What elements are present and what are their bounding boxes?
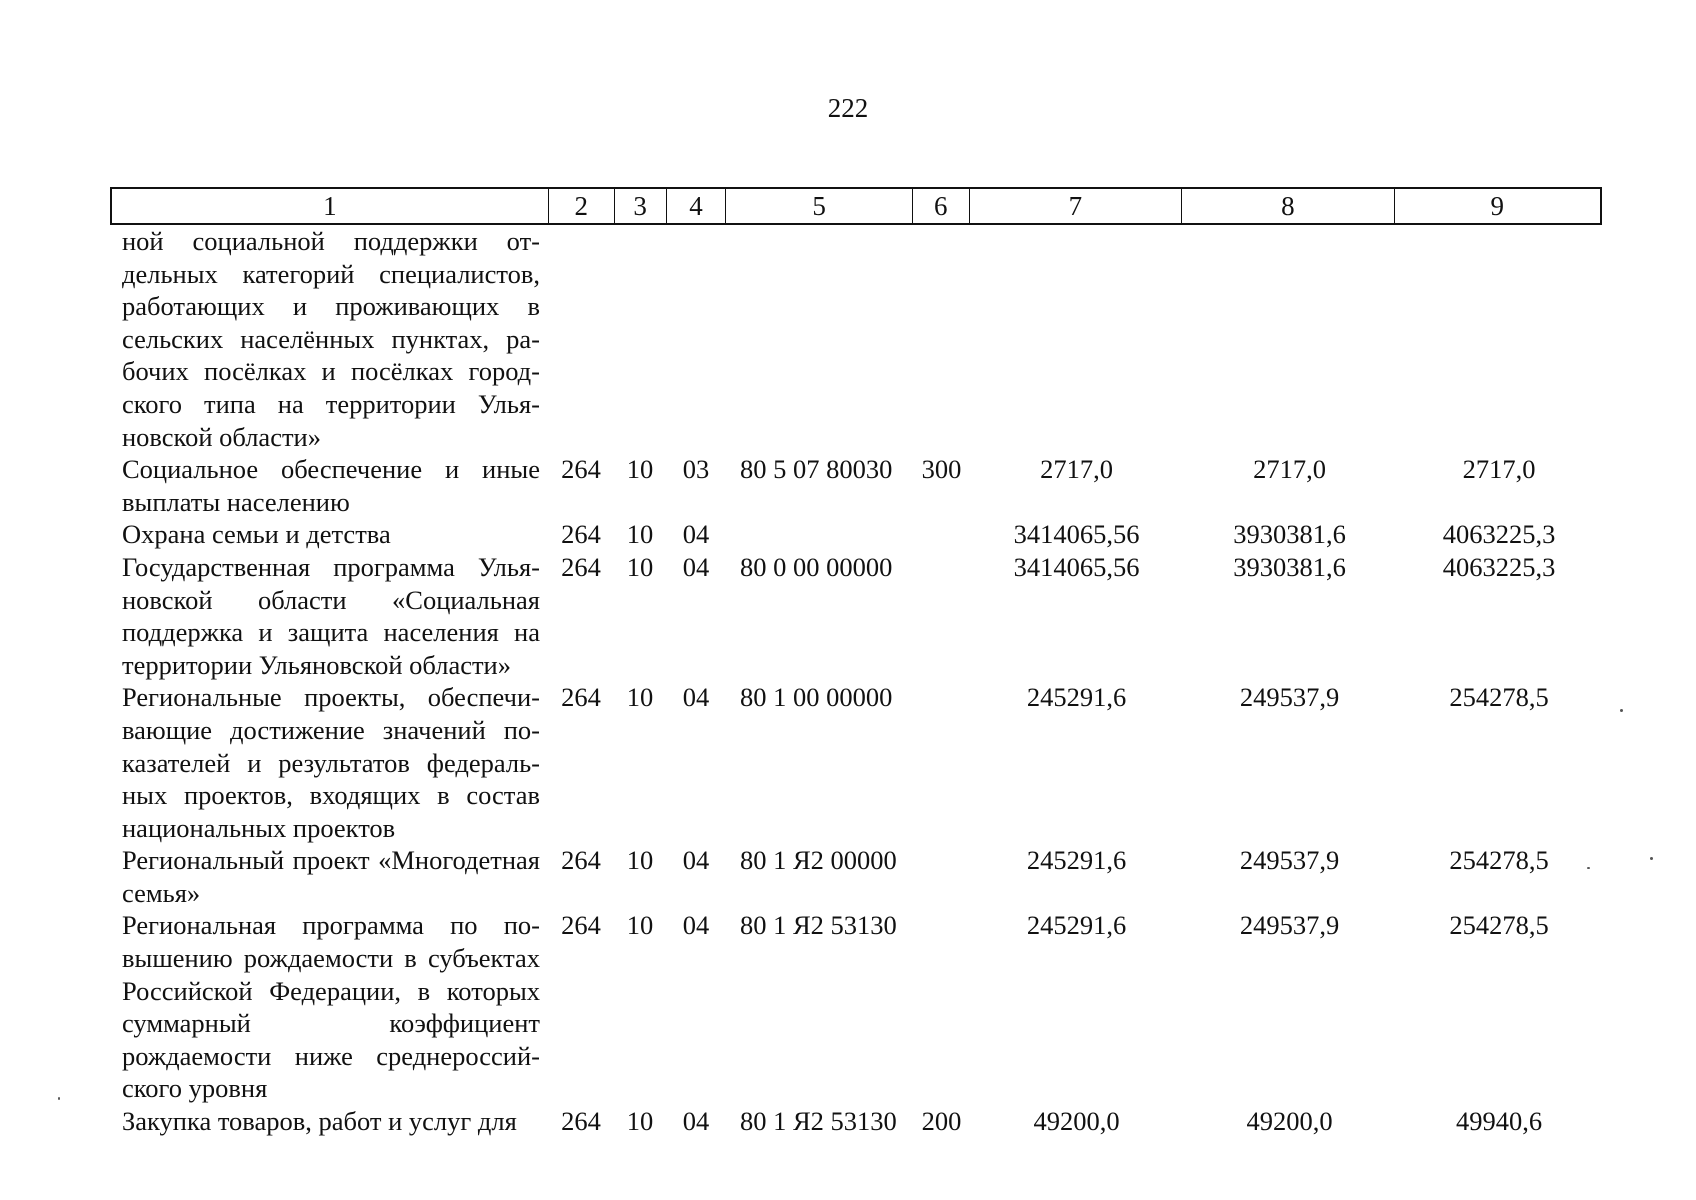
row-col-9: 49940,6 [1455,1106,1543,1137]
row-col-8: 249537,9 [1239,910,1340,941]
header-col-9: 9 [1490,191,1505,221]
row-col-2: 264 [561,1106,601,1137]
row-col-3: 10 [626,845,654,876]
row-col-4: 04 [682,682,710,713]
page-number: 222 [827,93,869,123]
row-col-9: 4063225,3 [1442,551,1556,582]
row-description: Региональные проекты, обеспечивающие достижение значений показателей и результатов федеральных проектов, входящих в состав национальных проектов [122,682,540,843]
table-row [110,844,1602,909]
row-col-7: 245291,6 [1026,910,1127,941]
row-col-3: 10 [626,519,654,550]
row-col-7: 3414065,56 [1013,551,1140,582]
row-col-5: 80 1 Я2 53130 [740,910,897,941]
scan-speck [1620,709,1623,712]
row-description: Региональный проект «Многодетная семья» [122,845,540,908]
row-col-8: 249537,9 [1239,682,1340,713]
row-col-8: 249537,9 [1239,845,1340,876]
row-description: Региональная программа по повышению рождаемости в субъектах Российской Федерации, в которых суммарный коэффициент рождаемости ниже среднероссийского уровня [122,910,540,1104]
row-col-7: 2717,0 [1040,454,1113,485]
row-col-6: 200 [921,1106,962,1137]
row-col-9: 2717,0 [1462,454,1536,485]
table-row [110,453,1602,518]
row-col-5: 80 5 07 80030 [740,454,893,485]
header-col-5: 5 [726,189,913,223]
row-col-7: 245291,6 [1026,845,1127,876]
row-col-8: 3930381,6 [1233,519,1346,550]
table-row [110,551,1602,681]
header-col-3: 3 [615,189,667,223]
scan-speck [1587,867,1590,869]
row-col-5: 80 1 00 00000 [740,682,893,713]
header-col-2: 2 [549,189,615,223]
row-col-7: 245291,6 [1026,682,1127,713]
row-col-8: 49200,0 [1246,1106,1333,1137]
header-col-4: 4 [667,189,727,223]
header-col-6: 6 [913,189,970,223]
row-col-8: 2717,0 [1253,454,1326,485]
row-col-4: 04 [682,910,710,941]
row-col-5: 80 0 00 00000 [740,551,893,582]
table-body [110,225,1602,1138]
row-col-4: 03 [682,454,710,485]
row-col-5: 80 1 Я2 53130 [740,1106,897,1137]
row-col-9: 4063225,3 [1442,519,1556,550]
row-col-7: 3414065,56 [1013,519,1140,550]
row-col-4: 04 [682,551,710,582]
row-description: Социальное обеспечение и иные выплаты населению [122,454,540,517]
row-col-3: 10 [626,682,654,713]
row-col-9: 254278,5 [1449,910,1549,941]
row-col-6: 300 [921,454,962,485]
row-col-9: 254278,5 [1449,682,1549,713]
row-col-2: 264 [561,551,601,582]
row-col-2: 264 [561,845,601,876]
row-description: Закупка товаров, работ и услуг для [122,1106,517,1137]
row-col-3: 10 [626,454,654,485]
row-col-2: 264 [561,519,601,550]
table-row [110,518,1602,551]
table-header [110,187,1602,225]
row-description: Охрана семьи и детства [122,519,391,550]
row-description: ной социальной поддержки отдельных категорий специалистов, работающих и проживающих в сельских населённых пунктах, рабочих посёлках и посёлках городского типа на территории Ульяновской области» [122,226,540,452]
row-col-2: 264 [561,454,601,485]
table-row [110,1105,1602,1138]
row-col-4: 04 [682,845,710,876]
table-row [110,225,1602,453]
header-col-7: 7 [970,189,1182,223]
row-col-9: 254278,5 [1449,845,1549,876]
row-col-3: 10 [626,910,654,941]
header-col-1: 1 [112,189,549,223]
header-col-8: 8 [1182,189,1394,223]
row-col-3: 10 [626,1106,654,1137]
row-col-2: 264 [561,910,601,941]
row-col-8: 3930381,6 [1233,551,1346,582]
table-row [110,909,1602,1105]
row-col-5: 80 1 Я2 00000 [740,845,897,876]
row-col-4: 04 [682,1106,710,1137]
row-col-4: 04 [682,519,710,550]
row-col-7: 49200,0 [1033,1106,1120,1137]
scan-speck [58,1097,60,1100]
row-col-2: 264 [561,682,601,713]
table-row [110,681,1602,844]
scan-speck [1650,857,1653,860]
budget-table [110,187,1602,1138]
row-description: Государственная программа Ульяновской области «Социальная поддержка и защита населения на территории Ульяновской области» [122,551,540,680]
row-col-3: 10 [626,551,654,582]
